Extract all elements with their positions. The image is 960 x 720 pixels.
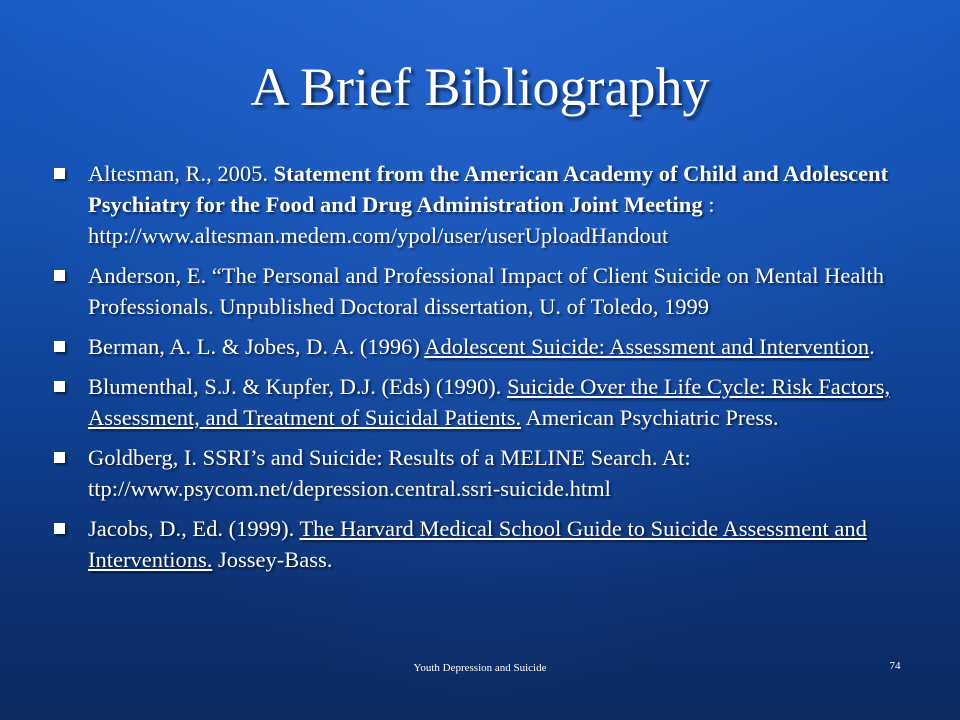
- entry-text: Goldberg, I. SSRI’s and Suicide: Results of a MELINE Search. At: ttp://www.psycom.net/depression.central.ssri-suicide.html: [88, 445, 691, 501]
- square-bullet-icon: [54, 270, 65, 281]
- entry-text: Jacobs, D., Ed. (1999).: [88, 516, 300, 541]
- entry-underlined-title: Suicide Over the Life Cycle: Risk Factors, Assessment, and Treatment of Suicidal Patients.: [88, 374, 891, 430]
- bibliography-entry: [48, 158, 918, 251]
- square-bullet-icon: [54, 168, 65, 179]
- bibliography-entry: [48, 371, 918, 433]
- entry-text: Altesman, R., 2005.: [88, 161, 274, 186]
- entry-bold-title: Statement from the American Academy of Child and Adolescent Psychiatry for the Food and Drug Administration Joint Meeting: [88, 161, 889, 217]
- slide-number: 74: [889, 660, 901, 672]
- entry-text: Berman, A. L. & Jobes, D. A. (1996): [88, 334, 425, 359]
- entry-text: Jossey-Bass.: [212, 547, 333, 572]
- entry-text: Blumenthal, S.J. & Kupfer, D.J. (Eds) (1990).: [88, 374, 508, 399]
- square-bullet-icon: [54, 381, 65, 392]
- entry-text: : http://www.altesman.medem.com/ypol/user/userUploadHandout: [88, 192, 715, 248]
- slide-footer: Youth Depression and Suicide: [413, 662, 547, 674]
- bibliography-entry: [48, 331, 918, 362]
- entry-text: Anderson, E. “The Personal and Professional Impact of Client Suicide on Mental Health Professionals. Unpublished Doctoral dissertation, U. of Toledo, 1999: [88, 263, 885, 319]
- bibliography-entry: [48, 513, 918, 575]
- entry-text: American Psychiatric Press.: [521, 405, 779, 430]
- slide-title: A Brief Bibliography: [250, 57, 710, 117]
- entry-text: .: [869, 334, 875, 359]
- bibliography-entry: [48, 260, 918, 322]
- bibliography-entry: [48, 442, 918, 504]
- square-bullet-icon: [54, 341, 65, 352]
- entry-underlined-title: The Harvard Medical School Guide to Suicide Assessment and Interventions.: [88, 516, 867, 572]
- entry-underlined-title: Adolescent Suicide: Assessment and Intervention: [424, 334, 870, 359]
- bibliography-list: [48, 158, 918, 584]
- square-bullet-icon: [54, 452, 65, 463]
- square-bullet-icon: [54, 523, 65, 534]
